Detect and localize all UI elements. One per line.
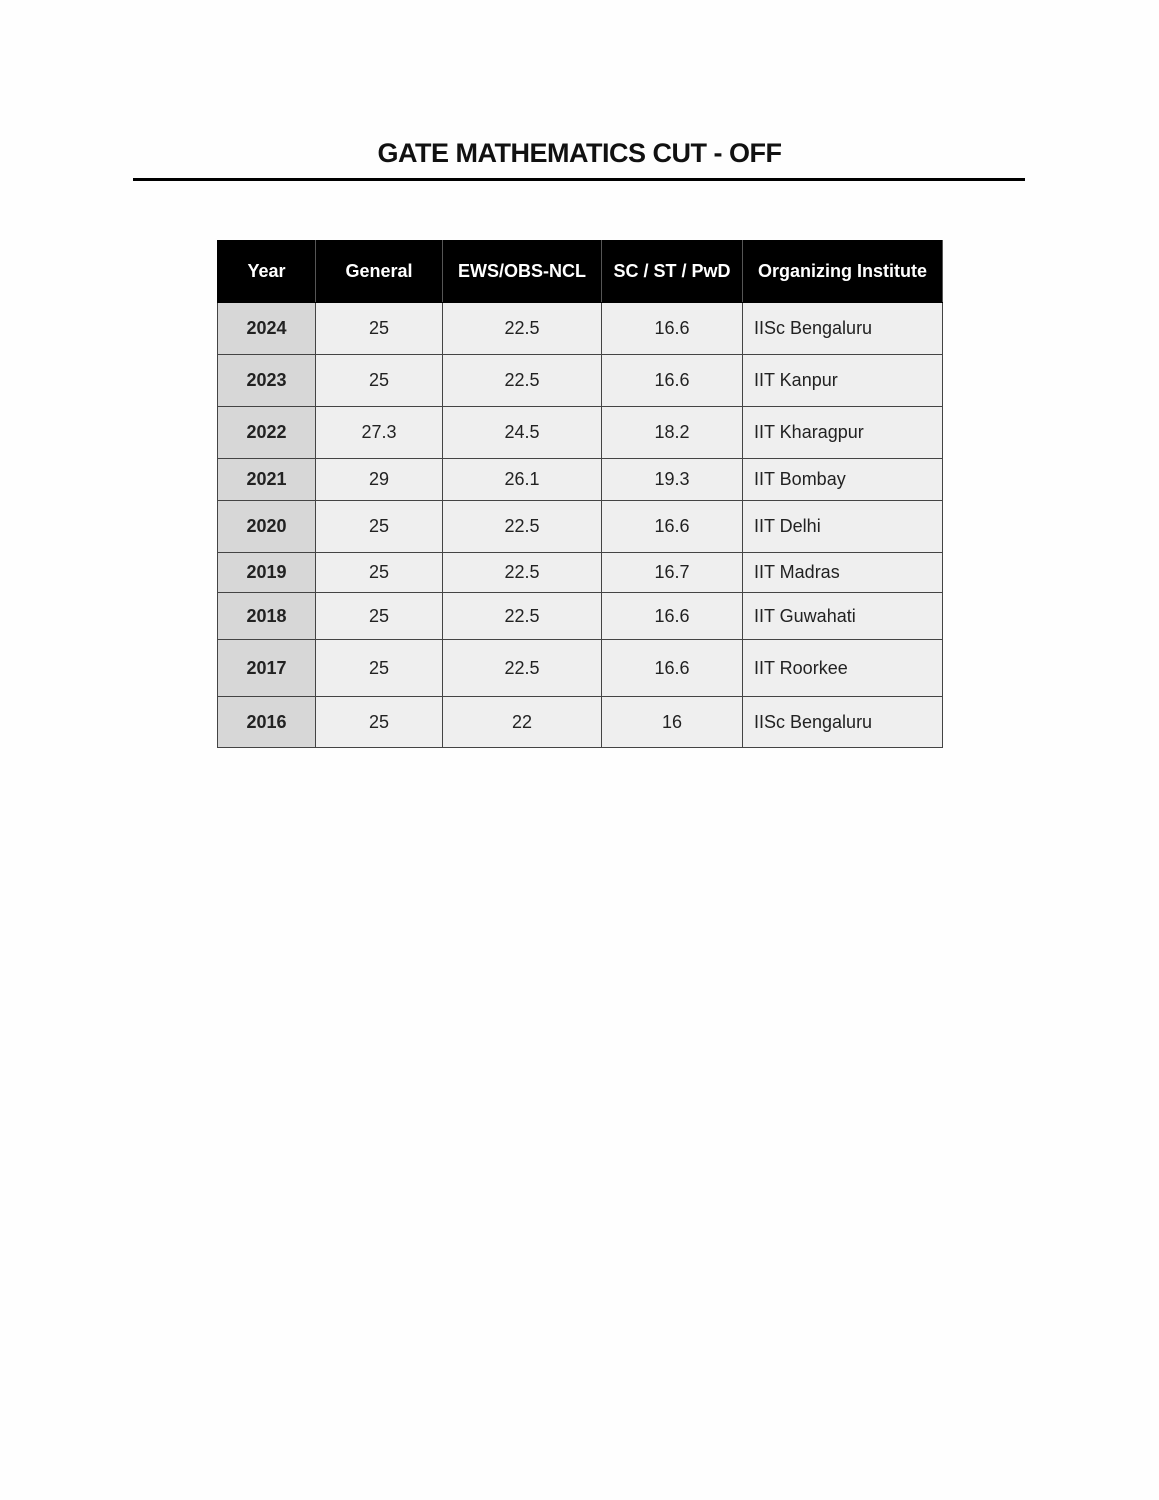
year-cell: 2021 — [218, 459, 316, 501]
institute-cell: IIT Kharagpur — [743, 407, 943, 459]
institute-cell: IISc Bengaluru — [743, 303, 943, 355]
general-cell: 27.3 — [316, 407, 443, 459]
header-ews-obc: EWS/OBS-NCL — [443, 241, 602, 303]
table-row — [218, 407, 943, 459]
year-cell: 2018 — [218, 593, 316, 640]
year-cell: 2017 — [218, 640, 316, 697]
year-cell: 2024 — [218, 303, 316, 355]
sc-st-pwd-cell: 18.2 — [602, 407, 743, 459]
header-sc-st-pwd: SC / ST / PwD — [602, 241, 743, 303]
ews-obc-cell: 26.1 — [443, 459, 602, 501]
sc-st-pwd-cell: 16 — [602, 697, 743, 748]
cutoff-table — [217, 240, 943, 748]
year-cell: 2016 — [218, 697, 316, 748]
header-general: General — [316, 241, 443, 303]
ews-obc-cell: 22.5 — [443, 640, 602, 697]
table-row — [218, 459, 943, 501]
institute-cell: IISc Bengaluru — [743, 697, 943, 748]
ews-obc-cell: 22 — [443, 697, 602, 748]
sc-st-pwd-cell: 16.6 — [602, 640, 743, 697]
header-year: Year — [218, 241, 316, 303]
institute-cell: IIT Roorkee — [743, 640, 943, 697]
ews-obc-cell: 22.5 — [443, 303, 602, 355]
year-cell: 2019 — [218, 553, 316, 593]
header-row — [218, 241, 943, 303]
ews-obc-cell: 22.5 — [443, 593, 602, 640]
table-row — [218, 697, 943, 748]
table-row — [218, 355, 943, 407]
header-institute: Organizing Institute — [743, 241, 943, 303]
sc-st-pwd-cell: 16.6 — [602, 355, 743, 407]
year-cell: 2020 — [218, 501, 316, 553]
sc-st-pwd-cell: 16.7 — [602, 553, 743, 593]
sc-st-pwd-cell: 16.6 — [602, 303, 743, 355]
institute-cell: IIT Kanpur — [743, 355, 943, 407]
general-cell: 25 — [316, 303, 443, 355]
sc-st-pwd-cell: 16.6 — [602, 501, 743, 553]
general-cell: 25 — [316, 553, 443, 593]
page-title: GATE MATHEMATICS CUT - OFF — [377, 138, 782, 168]
year-cell: 2022 — [218, 407, 316, 459]
general-cell: 25 — [316, 593, 443, 640]
title-underline — [133, 178, 1025, 181]
table-row — [218, 593, 943, 640]
table-row — [218, 303, 943, 355]
sc-st-pwd-cell: 19.3 — [602, 459, 743, 501]
general-cell: 25 — [316, 697, 443, 748]
year-cell: 2023 — [218, 355, 316, 407]
general-cell: 25 — [316, 640, 443, 697]
ews-obc-cell: 22.5 — [443, 553, 602, 593]
ews-obc-cell: 24.5 — [443, 407, 602, 459]
ews-obc-cell: 22.5 — [443, 501, 602, 553]
institute-cell: IIT Madras — [743, 553, 943, 593]
table-row — [218, 640, 943, 697]
institute-cell: IIT Delhi — [743, 501, 943, 553]
institute-cell: IIT Bombay — [743, 459, 943, 501]
ews-obc-cell: 22.5 — [443, 355, 602, 407]
institute-cell: IIT Guwahati — [743, 593, 943, 640]
table-row — [218, 553, 943, 593]
general-cell: 25 — [316, 355, 443, 407]
general-cell: 25 — [316, 501, 443, 553]
table-row — [218, 501, 943, 553]
general-cell: 29 — [316, 459, 443, 501]
sc-st-pwd-cell: 16.6 — [602, 593, 743, 640]
